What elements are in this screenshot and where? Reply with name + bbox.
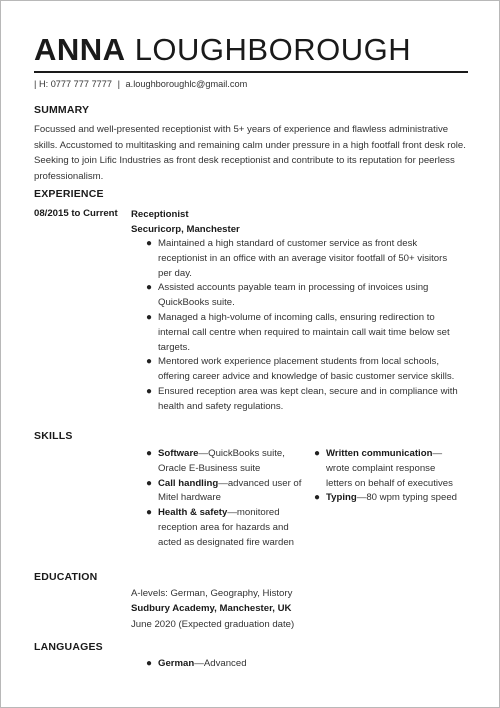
summary-heading: SUMMARY (34, 104, 90, 116)
skill-item: ● Software—QuickBooks suite, Oracle E-Business suite (146, 448, 285, 474)
bullet-icon: ● (146, 356, 153, 368)
bullet-icon: ● (314, 492, 321, 504)
bullet-icon: ● (146, 507, 153, 519)
list-item: ● Ensured reception area was kept clean, secure and in compliance with health and safety regulations. (146, 385, 458, 412)
bullet-icon: ● (146, 282, 153, 294)
skill-item: ● Health & safety—monitored reception area for hazards and acted as designated fire warden (146, 507, 294, 548)
bullet-icon: ● (146, 238, 153, 249)
job-company: Securicorp, Manchester (131, 223, 240, 235)
bullet-icon: ● (146, 311, 153, 323)
skills-column-left (131, 447, 306, 551)
email-address[interactable]: a.loughboroughlc@gmail.com (125, 79, 248, 89)
job-entry (131, 208, 471, 415)
qualification: A-levels: German, Geography, History (131, 588, 293, 599)
bullet-icon: ● (146, 448, 153, 459)
contact-prefix: | (34, 79, 37, 89)
last-name: LOUGHBOROUGH (134, 32, 412, 67)
education-heading: EDUCATION (34, 571, 98, 583)
first-name: ANNA (34, 32, 126, 67)
bullet-icon: ● (146, 477, 153, 489)
skill-item: ● Written communication—wrote complaint response letters on behalf of executives (314, 448, 453, 489)
contact-separator: | (117, 79, 120, 89)
job-bullets (131, 237, 471, 415)
bullet-icon: ● (146, 658, 153, 669)
list-item: ● Maintained a high standard of customer service as front desk receptionist in an office with an average visitor footfall of 50+ visitors per day. (146, 238, 448, 279)
job-title: Receptionist (131, 209, 189, 220)
skill-item: ● Call handling—advanced user of Mitel hardware (146, 477, 302, 504)
candidate-name (34, 34, 411, 65)
list-item: ● Assisted accounts payable team in processing of invoices using QuickBooks suite. (146, 282, 429, 309)
school-name: Sudbury Academy, Manchester, UK (131, 603, 292, 615)
graduation-date: June 2020 (Expected graduation date) (131, 618, 295, 630)
education-entry (131, 586, 294, 632)
languages-heading: LANGUAGES (34, 641, 103, 653)
bullet-icon: ● (314, 448, 321, 459)
phone-number: H: 0777 777 7777 (38, 79, 113, 89)
job-dates: 08/2015 to Current (34, 208, 118, 219)
experience-heading: EXPERIENCE (34, 188, 104, 200)
languages-list (131, 657, 247, 672)
header-divider (34, 71, 468, 73)
list-item: ● Mentored work experience placement students from local schools, offering career advice and knowledge of basic customer service skills. (146, 356, 455, 383)
skills-heading: SKILLS (34, 430, 73, 442)
summary-text: Focussed and well-presented receptionist with 5+ years of experience and flawless administrative skills. Accustomed to multitasking and remaining calm under pressure in a high footfall front desk role. Seeking to join Lific Industries as front desk receptionist and contribute to its reputation for peerless professionalism. (34, 124, 466, 182)
list-item: ● Managed a high-volume of incoming calls, ensuring redirection to internal call centre when required to maintain call wait time below set targets. (146, 311, 450, 353)
skill-item: ● Typing—80 wpm typing speed (299, 491, 464, 506)
language-item: ● German—Advanced (131, 657, 247, 672)
bullet-icon: ● (146, 385, 153, 397)
skills-column-right (299, 447, 464, 506)
contact-line (34, 79, 247, 89)
